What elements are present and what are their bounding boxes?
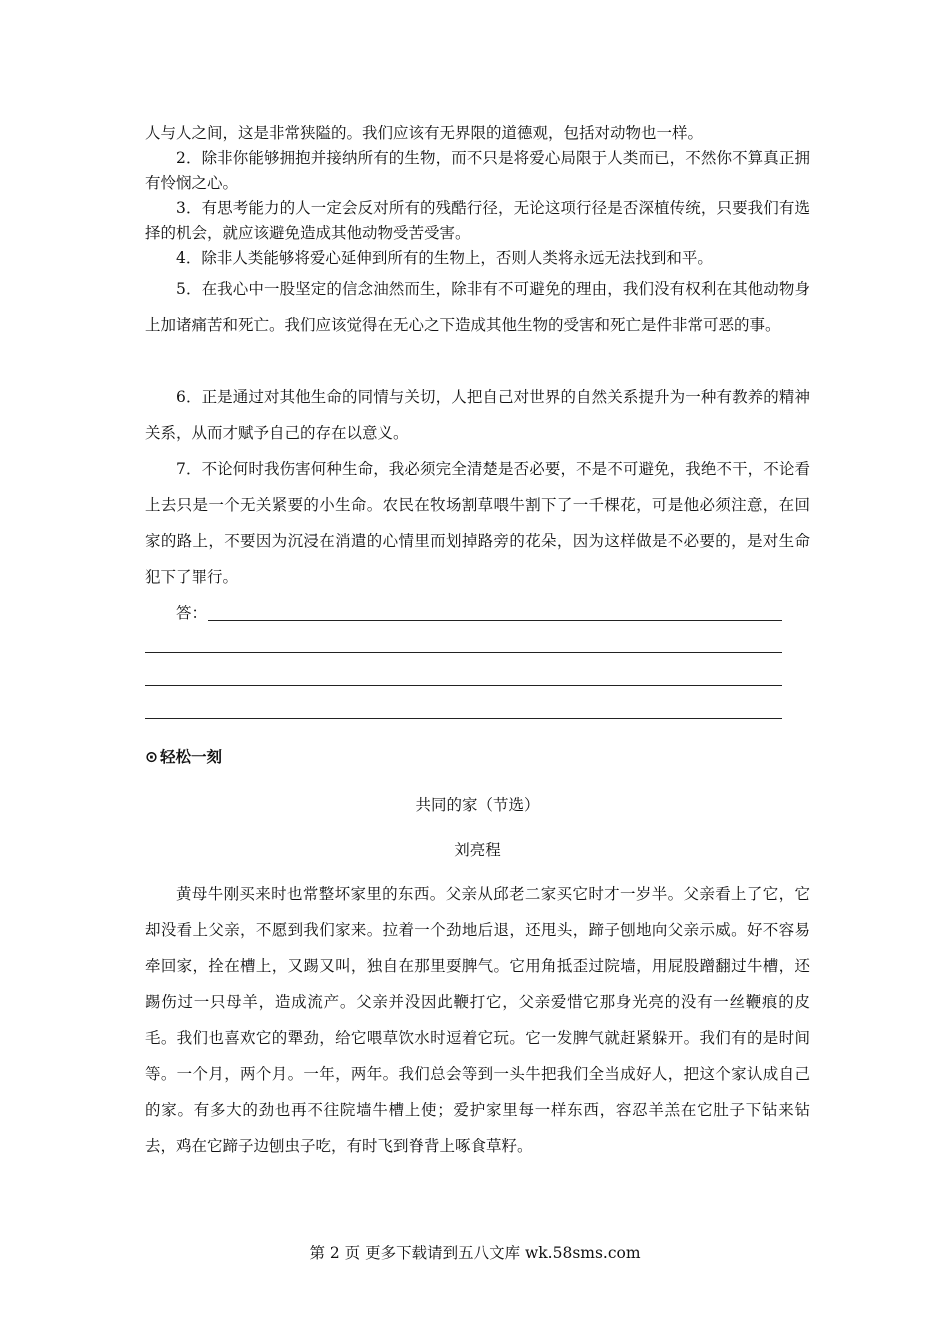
exercise-paragraph-3: 3．有思考能力的人一定会反对所有的残酷行径，无论这项行径是否深植传统，只要我们有选择的机会，就应该避免造成其他动物受苦受害。: [145, 199, 810, 242]
answer-line-2[interactable]: [145, 652, 782, 653]
section-heading: [145, 746, 222, 768]
article-author: 刘亮程: [454, 841, 501, 859]
page-footer: 第 2 页 更多下载请到五八文库 wk.58sms.com: [309, 1244, 641, 1262]
exercise-paragraph-continued: 人与人之间，这是非常狭隘的。我们应该有无界限的道德观，包括对动物也一样。: [145, 124, 704, 142]
exercise-paragraph-7: 7．不论何时我伤害何种生命，我必须完全清楚是否必要，不是不可避免，我绝不干，不论看上去只是一个无关紧要的小生命。农民在牧场割草喂牛割下了一千棵花，可是他必须注意，在回家的路上，不要因为沉浸在消遣的心情里而划掉路旁的花朵，因为这样做是不必要的，是对生命犯下了罪行。: [145, 460, 810, 586]
exercise-paragraph-6: 6．正是通过对其他生命的同情与关切，人把自己对世界的自然关系提升为一种有教养的精神关系，从而才赋予自己的存在以意义。: [145, 388, 810, 442]
answer-line-1[interactable]: [208, 620, 782, 621]
article-body: 黄母牛刚买来时也常整坏家里的东西。父亲从邱老二家买它时才一岁半。父亲看上了它，它却没看上父亲，不愿到我们家来。拉着一个劲地后退，还甩头，蹄子刨地向父亲示威。好不容易牵回家，拴在槽上，又踢又叫，独自在那里耍脾气。它用角抵歪过院墙，用屁股蹭翻过牛槽，还踢伤过一只母羊，造成流产。父亲并没因此鞭打它，父亲爱惜它那身光亮的没有一丝鞭痕的皮毛。我们也喜欢它的犟劲，给它喂草饮水时逗着它玩。它一发脾气就赶紧躲开。我们有的是时间等。一个月，两个月。一年，两年。我们总会等到一头牛把我们全当成好人，把这个家认成自己的家。有多大的劲也再不往院墙牛槽上使；爱护家里每一样东西，容忍羊羔在它肚子下钻来钻去，鸡在它蹄子边刨虫子吃，有时飞到脊背上啄食草籽。: [145, 885, 810, 1155]
answer-line-4[interactable]: [145, 718, 782, 719]
answer-line-3[interactable]: [145, 685, 782, 686]
exercise-paragraph-2: 2．除非你能够拥抱并接纳所有的生物，而不只是将爱心局限于人类而已，不然你不算真正拥有怜悯之心。: [145, 149, 810, 192]
section-title: 轻松一刻: [160, 748, 223, 766]
answer-label: 答：: [176, 604, 208, 622]
article-title: 共同的家（节选）: [415, 796, 540, 814]
circle-dot-icon: ⊙: [145, 748, 158, 766]
exercise-paragraph-4: 4．除非人类能够将爱心延伸到所有的生物上，否则人类将永远无法找到和平。: [176, 249, 713, 267]
exercise-paragraph-5: 5．在我心中一股坚定的信念油然而生，除非有不可避免的理由，我们没有权利在其他动物身上加诸痛苦和死亡。我们应该觉得在无心之下造成其他生物的受害和死亡是件非常可恶的事。: [145, 280, 810, 334]
